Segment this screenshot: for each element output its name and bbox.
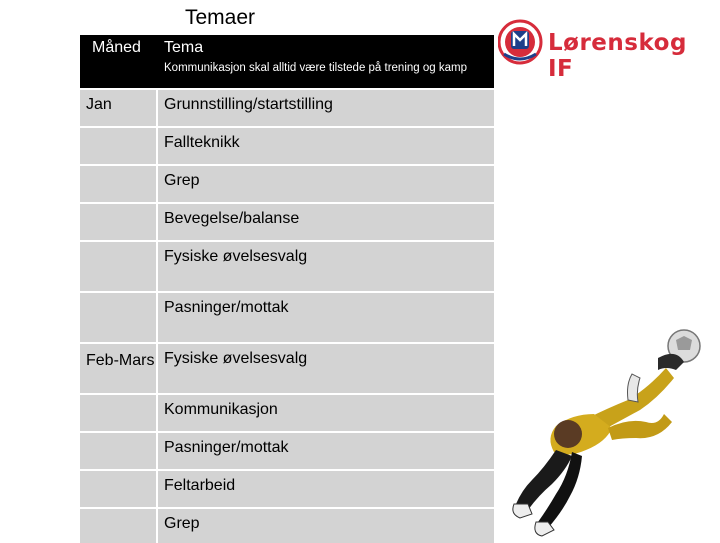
cell-theme: Grunnstilling/startstilling (158, 88, 494, 126)
header-month: Måned (80, 35, 158, 88)
table-row (80, 507, 494, 543)
cell-theme: Feltarbeid (158, 469, 494, 507)
cell-month: Feb-Mars (80, 342, 158, 393)
cell-theme: Fysiske øvelsesvalg (158, 342, 494, 393)
cell-month (80, 393, 158, 431)
cell-theme: Fysiske øvelsesvalg (158, 240, 494, 291)
cell-month (80, 126, 158, 164)
cell-month (80, 469, 158, 507)
header-note: Kommunikasjon skal alltid være tilstede på trening og kamp (164, 62, 467, 74)
table-row (80, 431, 494, 469)
table-header-row (80, 35, 494, 88)
table-row (80, 202, 494, 240)
cell-theme: Fallteknikk (158, 126, 494, 164)
club-name: Lørenskog IF (548, 30, 687, 82)
cell-theme: Bevegelse/balanse (158, 202, 494, 240)
cell-month (80, 202, 158, 240)
cell-month (80, 291, 158, 342)
themes-table (80, 35, 494, 543)
goalkeeper-image (508, 318, 720, 540)
slide-title: Temaer (185, 6, 256, 29)
cell-month: Jan (80, 88, 158, 126)
table-row (80, 126, 494, 164)
cell-theme: Kommunikasjon (158, 393, 494, 431)
cell-month (80, 431, 158, 469)
club-crest-icon (499, 21, 541, 63)
cell-month (80, 507, 158, 543)
table-row (80, 469, 494, 507)
table-row (80, 393, 494, 431)
header-theme-label: Tema (164, 39, 204, 56)
table-row (80, 88, 494, 126)
cell-theme: Grep (158, 507, 494, 543)
cell-theme: Grep (158, 164, 494, 202)
cell-month (80, 164, 158, 202)
cell-month (80, 240, 158, 291)
table-row (80, 240, 494, 291)
cell-theme: Pasninger/mottak (158, 431, 494, 469)
table-row (80, 342, 494, 393)
cell-theme: Pasninger/mottak (158, 291, 494, 342)
table-row (80, 164, 494, 202)
table-row (80, 291, 494, 342)
header-theme (158, 35, 494, 88)
